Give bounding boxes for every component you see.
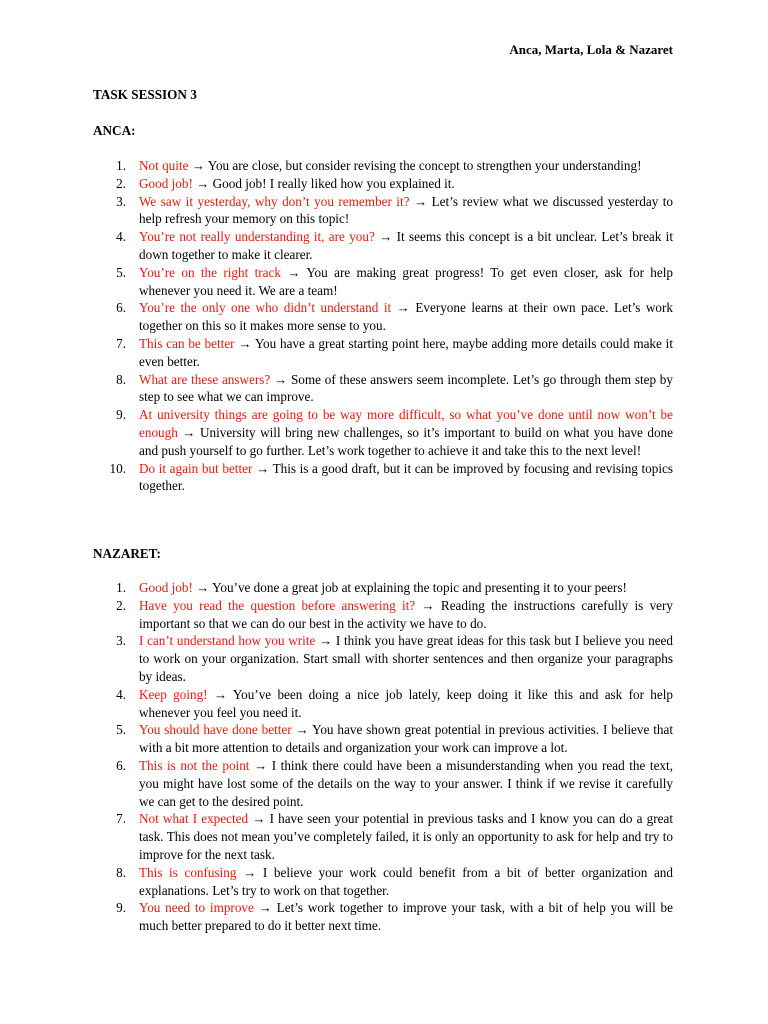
list-item-number: 9.	[116, 900, 126, 916]
list-item	[93, 579, 673, 597]
list-item-number: 6.	[116, 300, 126, 316]
list-item-number: 7.	[116, 811, 126, 827]
feedback-text: You are making great progress! To get even closer, ask for help whenever you need it. We are a team!	[139, 264, 674, 298]
negative-phrase: What are these answers?	[139, 371, 271, 387]
negative-phrase: This is not the point	[139, 757, 250, 773]
feedback-text: You’ve done a great job at explaining the topic and presenting it to your peers!	[212, 580, 627, 595]
list-item	[93, 864, 673, 900]
nazaret-feedback-list	[93, 579, 673, 935]
section-heading-nazaret: NAZARET:	[93, 546, 161, 561]
feedback-text: University will bring new challenges, so it’s important to build on what you have done and push yourself to go further. Let’s work together to achieve it and take this to the next level!	[139, 424, 674, 458]
right-arrow-icon: →	[177, 424, 200, 440]
negative-phrase: Good job!	[139, 175, 193, 191]
anca-feedback-list	[93, 157, 673, 495]
negative-phrase: You’re on the right track	[139, 264, 281, 280]
negative-phrase: You need to improve	[139, 900, 254, 916]
list-item-number: 1.	[116, 158, 126, 173]
list-item	[93, 406, 673, 459]
feedback-text: You are close, but consider revising the concept to strengthen your understanding!	[207, 158, 642, 173]
list-item-number: 6.	[116, 757, 126, 773]
list-item-number: 5.	[116, 722, 126, 738]
right-arrow-icon: →	[236, 864, 263, 880]
list-item-number: 2.	[116, 597, 126, 613]
list-item-number: 9.	[116, 407, 126, 423]
feedback-text: Let’s review what we discussed yesterday to help refresh your memory on this topic!	[139, 193, 674, 227]
right-arrow-icon: →	[270, 371, 291, 387]
negative-phrase: We saw it yesterday, why don’t you remember it?	[139, 193, 410, 209]
right-arrow-icon: →	[253, 900, 277, 916]
list-item-number: 10.	[109, 460, 126, 476]
feedback-text: You have a great starting point here, maybe adding more details could make it even better.	[139, 335, 673, 369]
feedback-text: I think you have great ideas for this task but I believe you need to work on your organization. Start small with shorter sentences and then organize your paragraphs by ideas.	[139, 633, 674, 684]
feedback-text: Good job! I really liked how you explained it.	[212, 175, 455, 191]
list-item-number: 3.	[116, 633, 126, 649]
list-item-number: 7.	[116, 335, 126, 351]
right-arrow-icon: →	[374, 229, 397, 245]
negative-phrase: You should have done better	[139, 722, 292, 738]
right-arrow-icon: →	[207, 686, 233, 702]
feedback-text: I think there could have been a misunderstanding when you read the text, you might have lost some of the details on the way to your answer. I think if we revise it carefully we can get to the desired point.	[139, 757, 673, 809]
feedback-text: I believe your work could benefit from a bit of better organization and explanations. Let’s try to work on that together.	[139, 864, 673, 898]
negative-phrase: This is confusing	[139, 864, 237, 880]
right-arrow-icon: →	[291, 722, 313, 738]
list-item	[93, 175, 673, 193]
feedback-text: Let’s work together to improve your task, with a bit of help you will be much better prepared to do it better next time.	[139, 900, 674, 934]
right-arrow-icon: →	[234, 335, 255, 351]
list-item-number: 8.	[116, 371, 126, 387]
list-item	[93, 299, 673, 335]
list-item	[93, 371, 673, 407]
feedback-text: Reading the instructions carefully is very important so that we can do our best in the activity we have to do.	[139, 597, 674, 631]
right-arrow-icon: →	[248, 811, 270, 827]
list-item-number: 4.	[116, 229, 126, 245]
list-item	[93, 899, 673, 935]
right-arrow-icon: →	[409, 193, 432, 209]
feedback-text: Everyone learns at their own pace. Let’s work together on this so it makes more sense to you.	[139, 300, 674, 334]
list-item	[93, 632, 673, 685]
right-arrow-icon: →	[188, 158, 208, 173]
right-arrow-icon: →	[415, 597, 441, 613]
list-item-number: 1.	[116, 580, 126, 595]
list-item-number: 8.	[116, 864, 126, 880]
list-item	[93, 757, 673, 810]
negative-phrase: You’re the only one who didn’t understand it	[139, 300, 392, 316]
page-title: TASK SESSION 3	[93, 87, 197, 102]
feedback-text: This is a good draft, but it can be improved by focusing and revising topics together.	[139, 460, 674, 494]
negative-phrase: You’re not really understanding it, are you?	[139, 229, 375, 245]
negative-phrase: Have you read the question before answering it?	[139, 597, 416, 613]
right-arrow-icon: →	[315, 633, 336, 649]
feedback-text: Some of these answers seem incomplete. Let’s go through them step by step to see what we can improve.	[139, 371, 673, 405]
negative-phrase: Good job!	[139, 580, 193, 595]
negative-phrase: Keep going!	[139, 686, 208, 702]
right-arrow-icon: →	[280, 264, 307, 280]
negative-phrase: Not what I expected	[139, 811, 249, 827]
list-item-number: 2.	[116, 175, 126, 191]
list-item	[93, 193, 673, 229]
feedback-text: I have seen your potential in previous tasks and I know you can do a great task. This does not mean you’ve completely failed, it is only an opportunity to ask for help and try to improve for the next task.	[139, 811, 673, 862]
negative-phrase: Not quite	[139, 158, 189, 173]
negative-phrase: Do it again but better	[139, 460, 253, 476]
list-item	[93, 721, 673, 757]
right-arrow-icon: →	[192, 175, 213, 191]
feedback-text: You’ve been doing a nice job lately, keep doing it like this and ask for help whenever you feel you need it.	[139, 686, 673, 720]
section-heading-anca: ANCA:	[93, 123, 136, 138]
list-item	[93, 228, 673, 264]
negative-phrase: I can’t understand how you write	[139, 633, 316, 649]
right-arrow-icon: →	[252, 460, 273, 476]
feedback-text: It seems this concept is a bit unclear. Let’s break it down together to make it clearer.	[139, 229, 674, 262]
list-item-number: 4.	[116, 686, 126, 702]
list-item-number: 3.	[116, 193, 126, 209]
right-arrow-icon: →	[249, 757, 272, 773]
header-authors: Anca, Marta, Lola & Nazaret	[509, 42, 673, 57]
list-item	[93, 335, 673, 371]
right-arrow-icon: →	[391, 300, 416, 316]
right-arrow-icon: →	[192, 580, 213, 595]
list-item-number: 5.	[116, 264, 126, 280]
negative-phrase: This can be better	[139, 335, 235, 351]
list-item	[93, 460, 673, 496]
feedback-text: You have shown great potential in previous activities. I believe that with a bit more attention to details and organization your work can improve a lot.	[139, 722, 673, 756]
list-item	[93, 810, 673, 863]
list-item	[93, 597, 673, 633]
negative-phrase: At university things are going to be way more difficult, so what you’ve done until now won’t be enough	[139, 407, 673, 440]
list-item	[93, 157, 673, 175]
list-item	[93, 686, 673, 722]
list-item	[93, 264, 673, 300]
